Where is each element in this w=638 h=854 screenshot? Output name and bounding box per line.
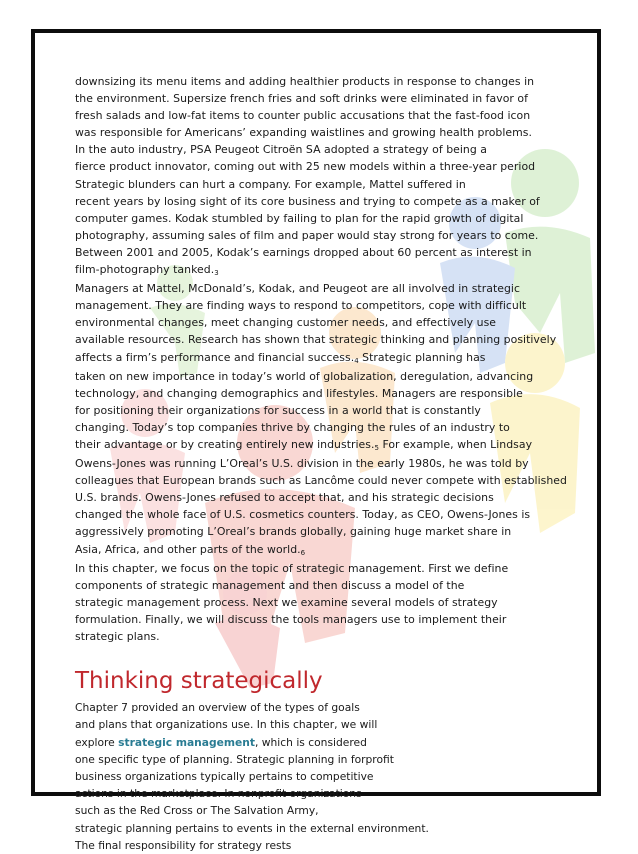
text-line: and plans that organizations use. In this chapter, we will	[75, 718, 378, 732]
text-line: recent years by losing sight of its core business and trying to compete as a maker of	[75, 194, 540, 208]
text-line: fierce product innovator, coming out with 25 new models within a three-year period	[75, 160, 536, 174]
text-line	[75, 734, 555, 751]
text-line: Managers at Mattel, McDonald’s, Kodak, and Peugeot are all involved in strategic	[75, 282, 520, 296]
line-text: affects a firm’s performance and financial success.	[75, 350, 355, 364]
document-body	[75, 73, 567, 854]
text-line: colleagues that European brands such as Lancôme could never compete with established	[75, 474, 567, 488]
line-text: their advantage or by creating entirely new industries.	[75, 437, 375, 451]
text-line	[75, 436, 555, 455]
text-line: management. They are finding ways to respond to competitors, cope with difficult	[75, 299, 527, 313]
line-text: Strategic planning has	[358, 350, 486, 364]
text-line: aggressively promoting L’Oreal’s brands globally, gaining huge market share in	[75, 525, 512, 539]
text-line: technology, and changing demographics and lifestyles. Managers are responsible	[75, 386, 523, 400]
key-term: strategic management	[118, 735, 255, 749]
text-line: such as the Red Cross or The Salvation Army,	[75, 804, 319, 818]
line-text: film-photography tanked.	[75, 263, 215, 277]
text-line: taken on new importance in today’s world of globalization, deregulation, advancing	[75, 369, 534, 383]
text-line: The final responsibility for strategy rests	[75, 838, 292, 852]
text-line: formulation. Finally, we will discuss the tools managers use to implement their	[75, 612, 507, 626]
text-line: downsizing its menu items and adding healthier products in response to changes in	[75, 75, 535, 88]
text-line: Chapter 7 provided an overview of the types of goals	[75, 701, 360, 715]
page-border	[31, 29, 601, 852]
footnote-ref: 3	[214, 269, 219, 278]
section-heading: Thinking strategically	[75, 668, 323, 695]
text-line: business organizations typically pertains to competitive	[75, 769, 374, 783]
text-line: components of strategic management and then discuss a model of the	[75, 578, 465, 592]
text-line: Owens-Jones was running L’Oreal’s U.S. division in the early 1980s, he was told by	[75, 457, 529, 471]
text-line: available resources. Research has shown that strategic thinking and planning positively	[75, 333, 557, 347]
text-line	[75, 261, 555, 280]
text-line: In this chapter, we focus on the topic of strategic management. First we define	[75, 561, 509, 575]
line-text: , which is considered	[255, 735, 367, 749]
footnote-ref: 6	[300, 548, 306, 557]
text-line: one specific type of planning. Strategic planning in forprofit	[75, 752, 394, 766]
text-line: strategic management process. Next we examine several models of strategy	[75, 595, 498, 609]
line-text: For example, when Lindsay	[378, 437, 533, 451]
text-line: In the auto industry, PSA Peugeot Citroën SA adopted a strategy of being a	[75, 143, 487, 157]
text-line: the environment. Supersize french fries and soft drinks were eliminated in favor of	[75, 92, 528, 106]
text-line: strategic plans.	[75, 630, 160, 643]
text-line: Between 2001 and 2005, Kodak’s earnings dropped about 60 percent as interest in	[75, 245, 532, 259]
text-line: changing. Today’s top companies thrive by changing the rules of an industry to	[75, 420, 510, 434]
text-line: U.S. brands. Owens-Jones refused to accept that, and his strategic decisions	[75, 491, 494, 505]
text-line: Strategic blunders can hurt a company. For example, Mattel suffered in	[75, 177, 466, 191]
text-line: was responsible for Americans’ expanding waistlines and growing health problems.	[75, 126, 532, 140]
text-line: changed the whole face of U.S. cosmetics counters. Today, as CEO, Owens-Jones is	[75, 508, 531, 522]
text-line: computer games. Kodak stumbled by failing to plan for the rapid growth of digital	[75, 211, 524, 225]
text-line: environmental changes, meet changing customer needs, and effectively use	[75, 316, 496, 330]
line-text: explore	[75, 735, 119, 749]
text-line: fresh salads and low-fat items to counter public accusations that the fast-food icon	[75, 109, 531, 123]
footnote-ref: 5	[374, 443, 379, 452]
footnote-ref: 4	[354, 356, 359, 365]
line-text: Asia, Africa, and other parts of the world.	[75, 542, 301, 556]
text-line: for positioning their organizations for success in a world that is constantly	[75, 403, 481, 417]
text-line	[75, 541, 555, 560]
text-line: photography, assuming sales of film and paper would stay strong for years to come.	[75, 228, 539, 242]
text-line: actions in the marketplace. In nonprofit organizations	[75, 787, 362, 801]
text-line	[75, 349, 555, 368]
text-line: strategic planning pertains to events in the external environment.	[75, 821, 429, 835]
